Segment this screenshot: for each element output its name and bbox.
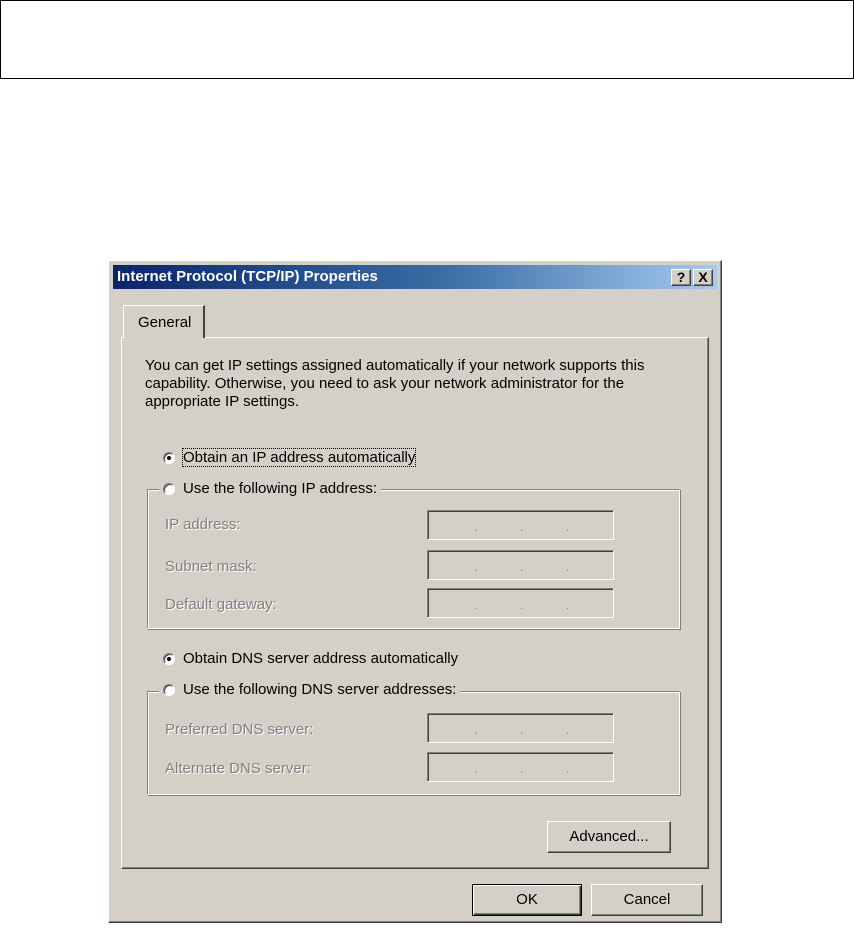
use-following-dns-radio[interactable] [159, 681, 460, 698]
title-bar[interactable] [113, 265, 717, 289]
help-button[interactable]: ? [671, 269, 691, 286]
ip-separator: . [520, 598, 524, 612]
use-following-dns-label: Use the following DNS server addresses: [183, 681, 457, 698]
intro-text: You can get IP settings assigned automatically if your network supports this capability. Otherwise, you need to ask your network administrator for the appropriate IP settings. [145, 357, 645, 410]
ip-separator: . [474, 598, 478, 612]
ip-address-input[interactable] [427, 510, 614, 540]
obtain-ip-auto-radio[interactable] [163, 449, 419, 466]
top-blank-box [0, 0, 854, 79]
ip-separator: . [474, 560, 478, 574]
alternate-dns-input[interactable] [427, 752, 614, 782]
ip-separator: . [520, 723, 524, 737]
obtain-dns-auto-radio[interactable] [163, 650, 462, 667]
radio-unchecked-icon [163, 483, 175, 495]
advanced-button[interactable]: Advanced... [547, 821, 671, 853]
cancel-button[interactable]: Cancel [591, 884, 703, 916]
ip-separator: . [566, 723, 570, 737]
alternate-dns-label: Alternate DNS server: [165, 760, 311, 777]
ip-separator: . [520, 762, 524, 776]
ip-separator: . [566, 520, 570, 534]
obtain-dns-auto-label: Obtain DNS server address automatically [183, 650, 459, 667]
tab-general-label: General [138, 314, 192, 331]
preferred-dns-label: Preferred DNS server: [165, 721, 314, 738]
ip-separator: . [520, 520, 524, 534]
ip-separator: . [566, 762, 570, 776]
use-following-ip-radio[interactable] [159, 480, 381, 497]
ip-separator: . [474, 520, 478, 534]
tcpip-properties-dialog [108, 260, 722, 923]
tab-general[interactable] [123, 305, 205, 338]
radio-checked-icon [163, 452, 175, 464]
ip-separator: . [520, 560, 524, 574]
subnet-mask-label: Subnet mask: [165, 558, 257, 575]
radio-checked-icon [163, 653, 175, 665]
obtain-ip-auto-label: Obtain an IP address automatically [183, 449, 416, 466]
close-button[interactable]: X [693, 269, 713, 286]
ip-separator: . [566, 598, 570, 612]
default-gateway-label: Default gateway: [165, 596, 277, 613]
default-gateway-input[interactable] [427, 588, 614, 618]
preferred-dns-input[interactable] [427, 713, 614, 743]
ok-button[interactable]: OK [472, 884, 582, 916]
radio-unchecked-icon [163, 684, 175, 696]
ip-separator: . [566, 560, 570, 574]
subnet-mask-input[interactable] [427, 550, 614, 580]
ip-address-label: IP address: [165, 516, 241, 533]
window-title: Internet Protocol (TCP/IP) Properties [117, 268, 378, 285]
ip-separator: . [474, 762, 478, 776]
use-following-ip-label: Use the following IP address: [183, 480, 377, 497]
ip-separator: . [474, 723, 478, 737]
